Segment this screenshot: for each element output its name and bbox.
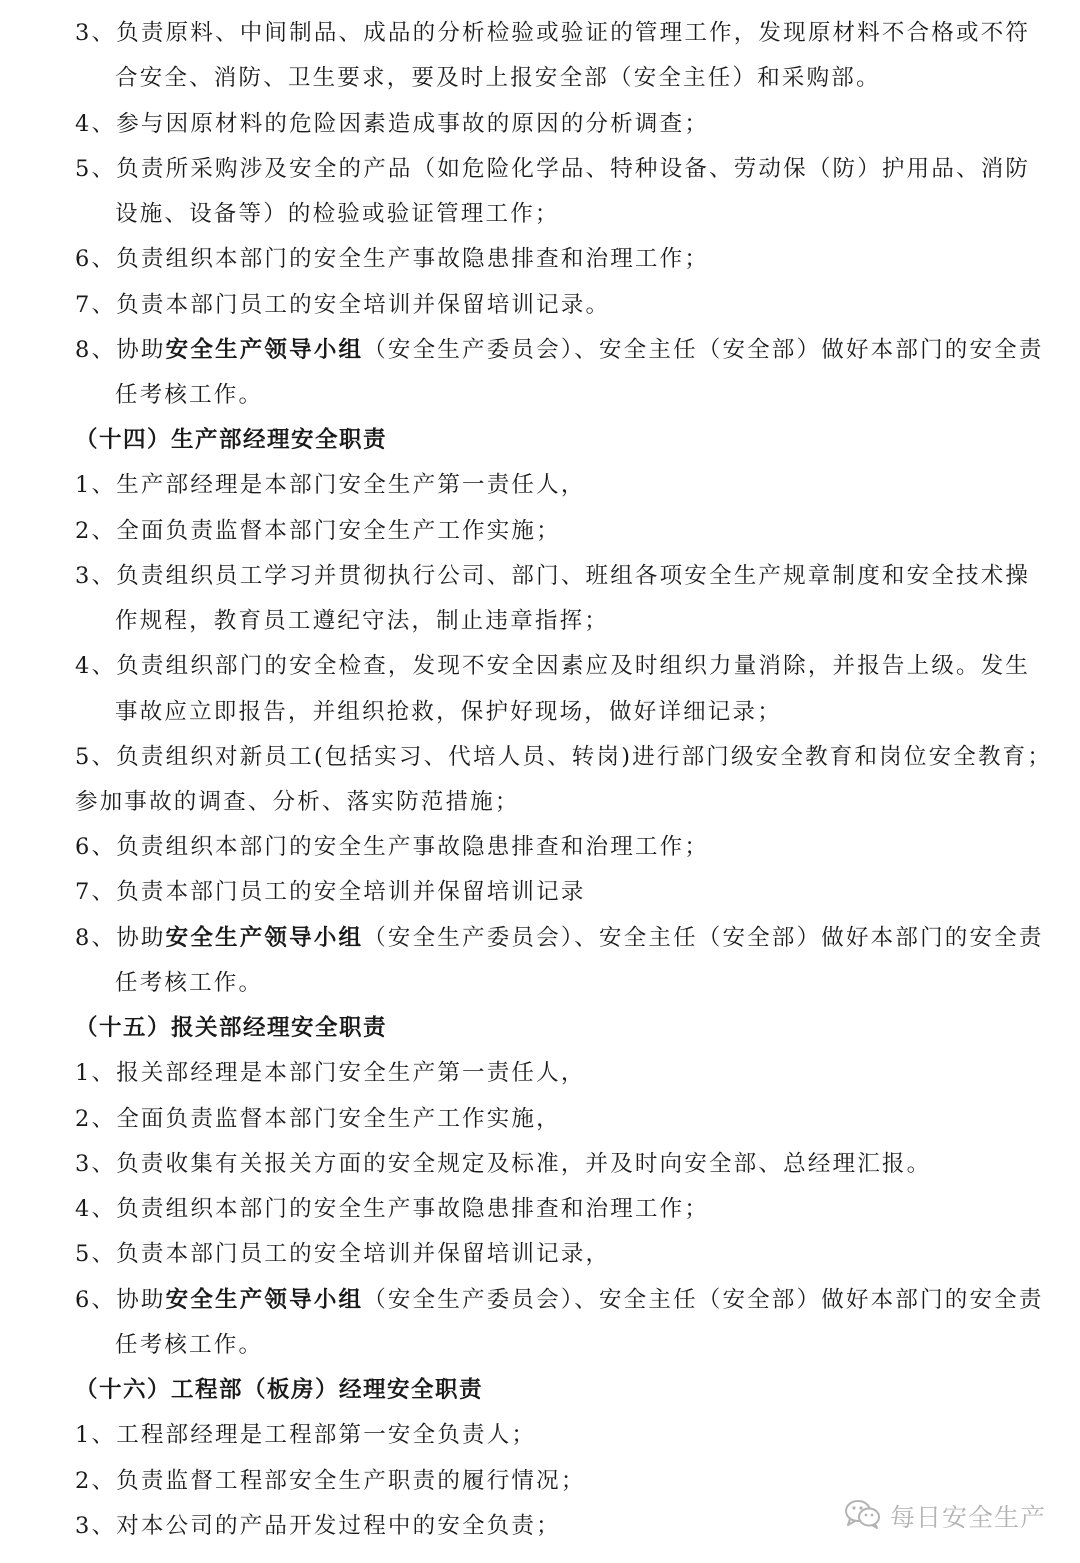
list-item: 1、报关部经理是本部门安全生产第一责任人， <box>75 1060 586 1086</box>
list-item-continuation: 任考核工作。 <box>115 382 264 408</box>
list-item-continuation: 作规程，教育员工遵纪守法，制止违章指挥； <box>115 608 610 634</box>
list-item: 2、全面负责监督本部门安全生产工作实施， <box>75 1106 561 1132</box>
list-item: 5、负责本部门员工的安全培训并保留培训记录， <box>75 1241 611 1267</box>
list-item-continuation: 事故应立即报告，并组织抢救，保护好现场，做好详细记录； <box>115 699 782 725</box>
list-item-prefix: 6、协助 <box>75 1287 166 1313</box>
list-item <box>75 1285 1044 1315</box>
section-heading: （十五）报关部经理安全职责 <box>75 1015 388 1041</box>
list-item-continuation: 任考核工作。 <box>115 970 264 996</box>
list-item-continuation: 设施、设备等）的检验或验证管理工作； <box>115 201 560 227</box>
list-item: 1、工程部经理是工程部第一安全负责人； <box>75 1422 537 1448</box>
list-item: 7、负责本部门员工的安全培训并保留培训记录。 <box>75 292 611 318</box>
list-item: 4、参与因原材料的危险因素造成事故的原因的分析调查； <box>75 111 710 137</box>
list-item: 3、负责组织员工学习并贯彻执行公司、部门、班组各项安全生产规章制度和安全技术操 <box>75 563 1031 589</box>
list-item-text: （安全生产委员会）、安全主任（安全部）做好本部门的安全责 <box>363 925 1044 951</box>
list-item-prefix: 8、协助 <box>75 925 166 951</box>
list-item-text: （安全生产委员会）、安全主任（安全部）做好本部门的安全责 <box>363 1287 1044 1313</box>
bold-term: 安全生产领导小组 <box>165 1287 364 1313</box>
list-item: 4、负责组织部门的安全检查，发现不安全因素应及时组织力量消除，并报告上级。发生 <box>75 653 1031 679</box>
list-item: 6、负责组织本部门的安全生产事故隐患排查和治理工作； <box>75 246 710 272</box>
list-item: 3、负责原料、中间制品、成品的分析检验或验证的管理工作，发现原材料不合格或不符 <box>75 20 1031 46</box>
list-item-continuation: 任考核工作。 <box>115 1332 264 1358</box>
list-item: 4、负责组织本部门的安全生产事故隐患排查和治理工作； <box>75 1196 710 1222</box>
list-item-prefix: 8、协助 <box>75 337 166 363</box>
list-item-continuation: 合安全、消防、卫生要求，要及时上报安全部（安全主任）和采购部。 <box>115 65 881 91</box>
list-item: 5、负责组织对新员工(包括实习、代培人员、转岗)进行部门级安全教育和岗位安全教育； <box>75 744 1053 770</box>
watermark <box>844 1496 1046 1536</box>
section-heading: （十六）工程部（板房）经理安全职责 <box>75 1377 484 1403</box>
list-item: 7、负责本部门员工的安全培训并保留培训记录 <box>75 879 586 905</box>
list-item: 1、生产部经理是本部门安全生产第一责任人， <box>75 472 586 498</box>
wechat-icon <box>844 1498 882 1534</box>
list-item <box>75 923 1044 953</box>
list-item <box>75 335 1044 365</box>
list-item: 2、全面负责监督本部门安全生产工作实施； <box>75 518 561 544</box>
list-item: 2、负责监督工程部安全生产职责的履行情况； <box>75 1468 586 1494</box>
list-item-text: （安全生产委员会）、安全主任（安全部）做好本部门的安全责 <box>363 337 1044 363</box>
bold-term: 安全生产领导小组 <box>165 337 364 363</box>
list-item: 3、对本公司的产品开发过程中的安全负责； <box>75 1513 561 1539</box>
list-item: 3、负责收集有关报关方面的安全规定及标准，并及时向安全部、总经理汇报。 <box>75 1151 932 1177</box>
list-item: 6、负责组织本部门的安全生产事故隐患排查和治理工作； <box>75 834 710 860</box>
watermark-text: 每日安全生产 <box>889 1503 1046 1532</box>
bold-term: 安全生产领导小组 <box>165 925 364 951</box>
section-heading: （十四）生产部经理安全职责 <box>75 427 388 453</box>
list-item-continuation: 参加事故的调查、分析、落实防范措施； <box>75 789 520 815</box>
list-item: 5、负责所采购涉及安全的产品（如危险化学品、特种设备、劳动保（防）护用品、消防 <box>75 156 1031 182</box>
